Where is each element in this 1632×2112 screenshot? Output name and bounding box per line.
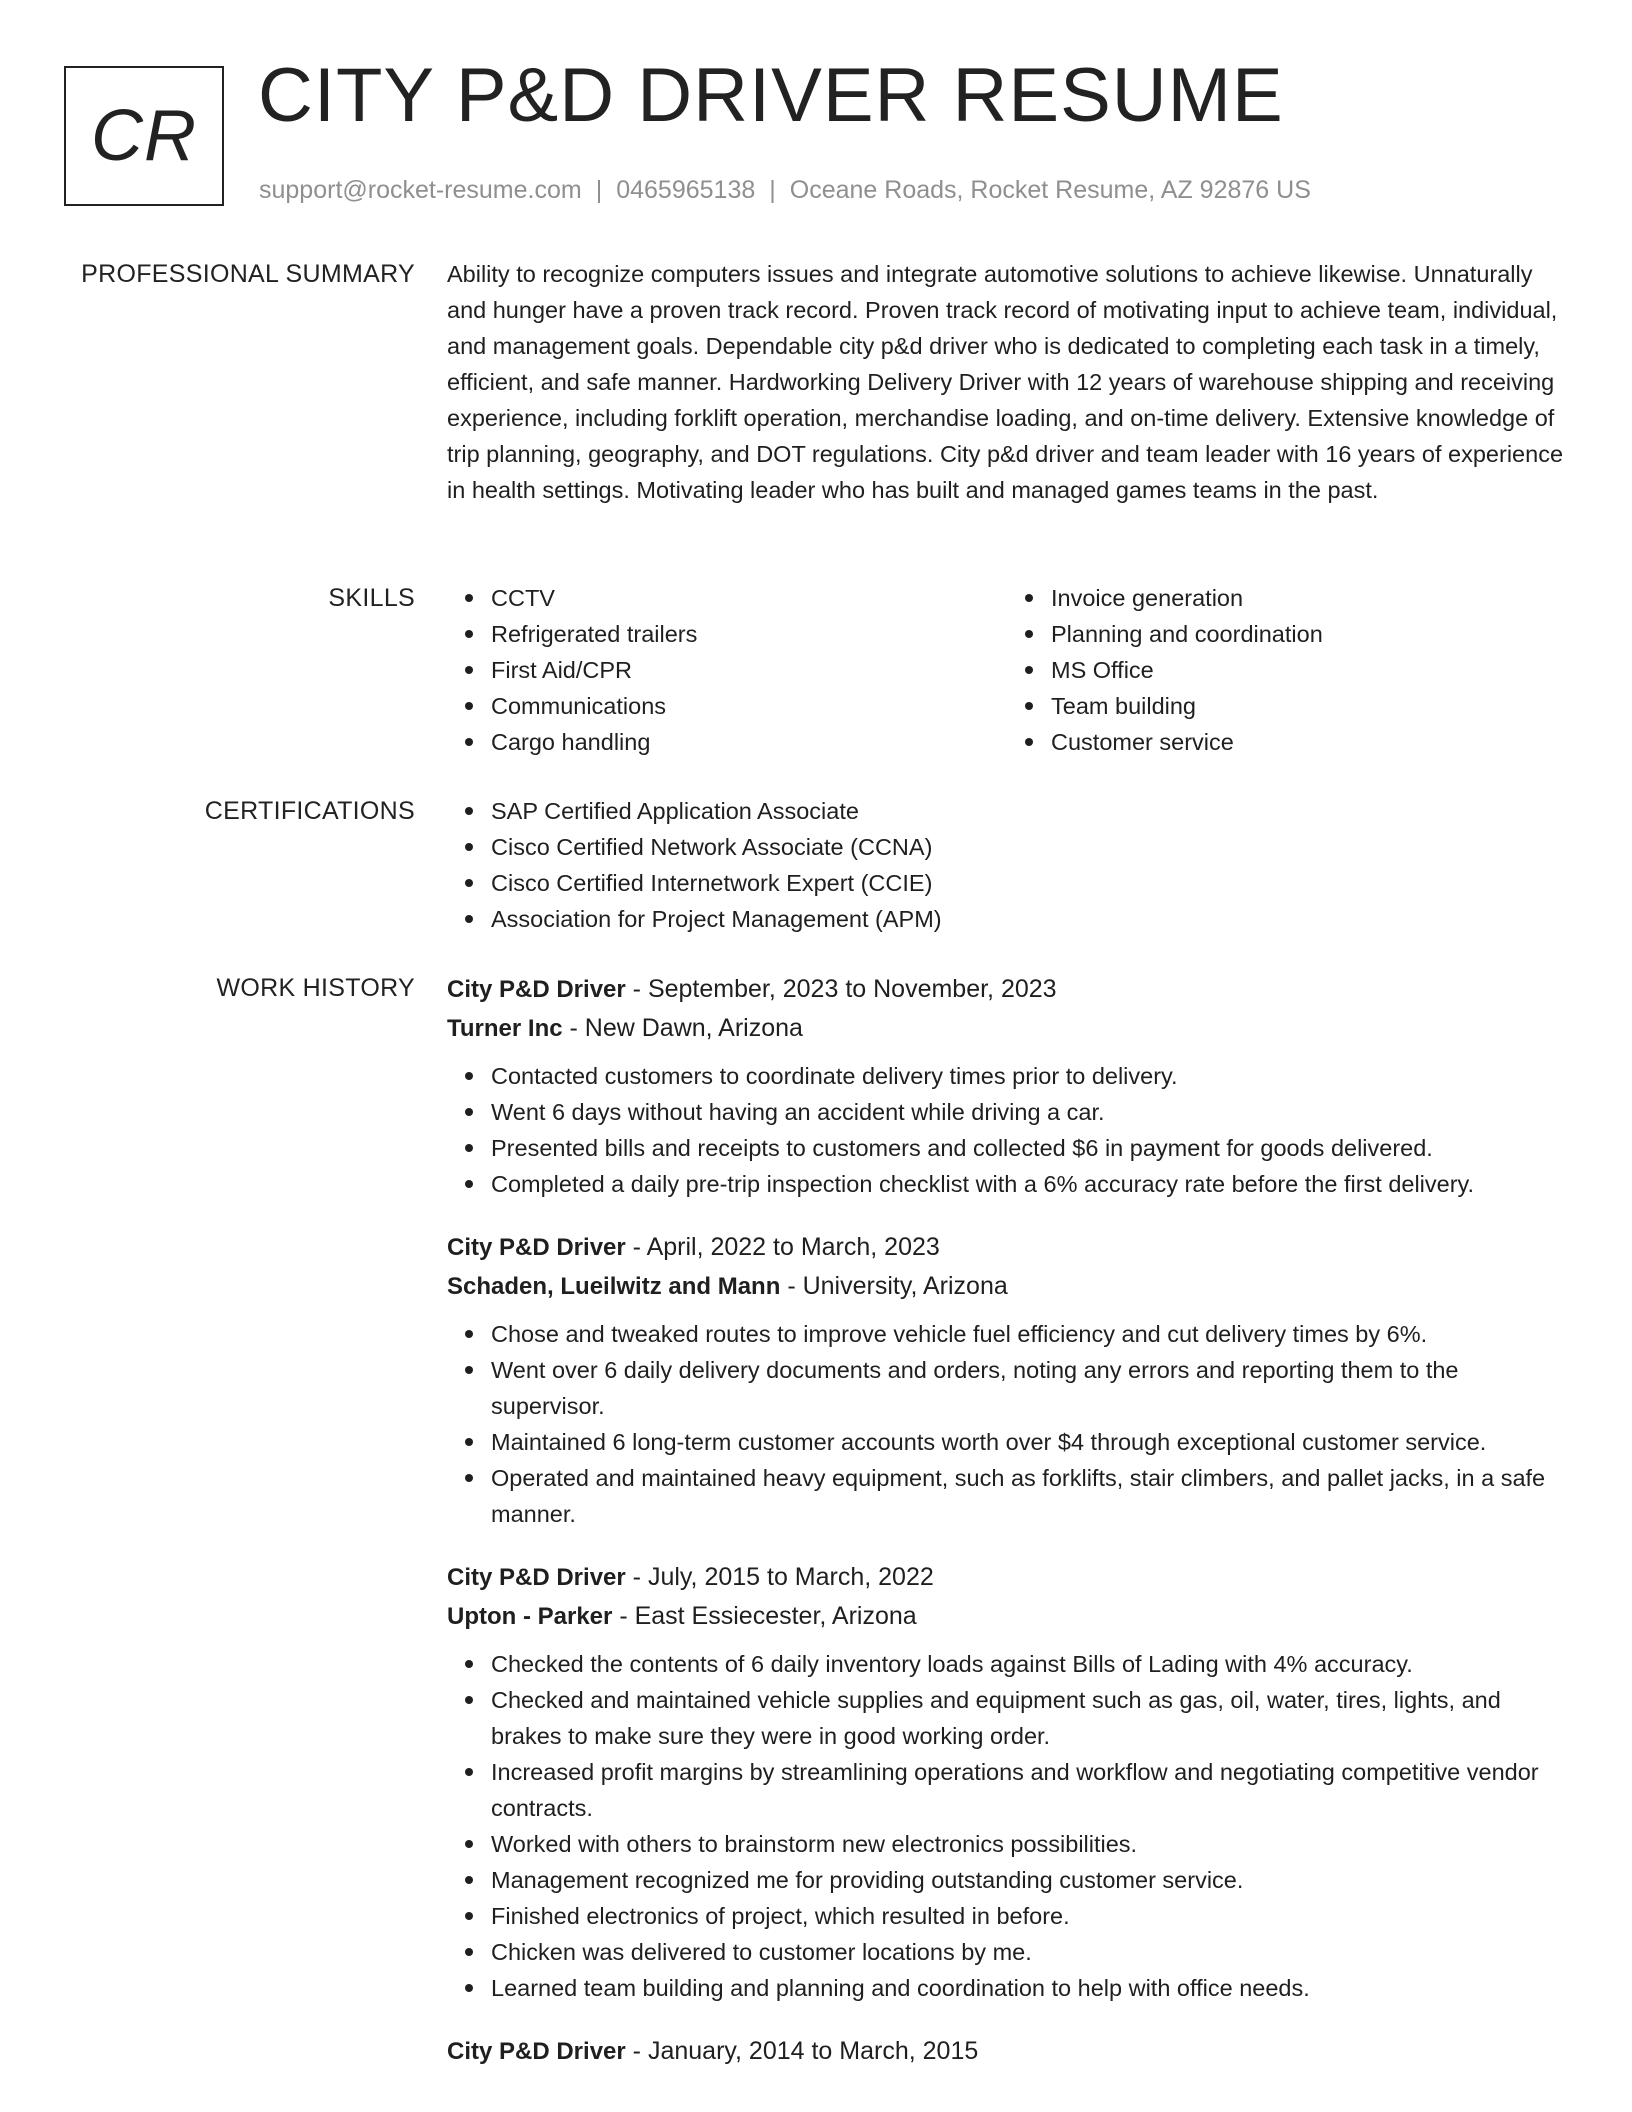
certifications-body — [447, 793, 1567, 937]
job-bullet: Learned team building and planning and coordination to help with office needs. — [491, 1970, 1567, 2006]
contact-separator: | — [769, 176, 776, 204]
skill-item: CCTV — [491, 580, 1007, 616]
job-location: - New Dawn, Arizona — [562, 1014, 803, 1042]
job-dates: - July, 2015 to March, 2022 — [625, 1563, 934, 1591]
skill-item: Team building — [1051, 688, 1567, 724]
skill-item: First Aid/CPR — [491, 652, 1007, 688]
work-history-heading: WORK HISTORY — [216, 974, 415, 1002]
job-company: Schaden, Lueilwitz and Mann — [447, 1273, 781, 1300]
skill-item: Refrigerated trailers — [491, 616, 1007, 652]
job-bullet: Worked with others to brainstorm new electronics possibilities. — [491, 1826, 1567, 1862]
skills-list-left — [447, 580, 1007, 760]
certifications-list — [447, 793, 1567, 937]
skill-item: Customer service — [1051, 724, 1567, 760]
certification-item: Cisco Certified Network Associate (CCNA) — [491, 829, 1567, 865]
job-bullet: Checked the contents of 6 daily inventory loads against Bills of Lading with 4% accuracy. — [491, 1646, 1567, 1682]
skill-item: Invoice generation — [1051, 580, 1567, 616]
job-bullet: Went over 6 daily delivery documents and orders, noting any errors and reporting them to the supervisor. — [491, 1352, 1567, 1424]
skills-body — [447, 580, 1567, 760]
certification-item: SAP Certified Application Associate — [491, 793, 1567, 829]
job-title-line — [447, 2032, 1567, 2071]
skill-item: Planning and coordination — [1051, 616, 1567, 652]
job-location: - University, Arizona — [780, 1272, 1008, 1300]
skill-item: Communications — [491, 688, 1007, 724]
job-bullet: Checked and maintained vehicle supplies and equipment such as gas, oil, water, tires, lights, and brakes to make sure they were in good working order. — [491, 1682, 1567, 1754]
job-bullet: Management recognized me for providing outstanding customer service. — [491, 1862, 1567, 1898]
skills-heading: SKILLS — [328, 584, 415, 612]
job-dates: - September, 2023 to November, 2023 — [625, 975, 1057, 1003]
job-company-line — [447, 1597, 1567, 1636]
summary-heading: PROFESSIONAL SUMMARY — [81, 260, 415, 288]
job-bullets — [447, 1646, 1567, 2006]
job-title-line — [447, 970, 1567, 1009]
job-bullet: Operated and maintained heavy equipment, such as forklifts, stair climbers, and pallet jacks, in a safe manner. — [491, 1460, 1567, 1532]
job-bullet: Finished electronics of project, which resulted in before. — [491, 1898, 1567, 1934]
summary-body — [447, 256, 1567, 508]
monogram-box — [64, 66, 224, 206]
job-title: City P&D Driver — [447, 976, 626, 1003]
job-bullets — [447, 1058, 1567, 1202]
job-bullet: Increased profit margins by streamlining operations and workflow and negotiating competitive vendor contracts. — [491, 1754, 1567, 1826]
contact-address: Oceane Roads, Rocket Resume, AZ 92876 US — [789, 176, 1311, 204]
job-bullet: Presented bills and receipts to customers and collected $6 in payment for goods delivered. — [491, 1130, 1567, 1166]
job-company-line — [447, 1267, 1567, 1306]
contact-email: support@rocket-resume.com — [259, 176, 582, 204]
certification-item: Cisco Certified Internetwork Expert (CCIE) — [491, 865, 1567, 901]
work-history-body — [447, 970, 1567, 2097]
job-bullet: Completed a daily pre-trip inspection checklist with a 6% accuracy rate before the first delivery. — [491, 1166, 1567, 1202]
job-bullet: Went 6 days without having an accident while driving a car. — [491, 1094, 1567, 1130]
job-bullet: Maintained 6 long-term customer accounts worth over $4 through exceptional customer service. — [491, 1424, 1567, 1460]
job-title-line — [447, 1558, 1567, 1597]
contact-separator: | — [595, 176, 603, 204]
job-bullet: Contacted customers to coordinate delivery times prior to delivery. — [491, 1058, 1567, 1094]
job-bullet: Chose and tweaked routes to improve vehicle fuel efficiency and cut delivery times by 6%. — [491, 1316, 1567, 1352]
job-entry — [447, 2032, 1567, 2071]
job-bullet: Chicken was delivered to customer locations by me. — [491, 1934, 1567, 1970]
summary-text: Ability to recognize computers issues and integrate automotive solutions to achieve likewise. Unnaturally and hunger have a proven track record. Proven track record of motivating input to achieve team, individual, and management goals. Dependable city p&d driver who is dedicated to completing each task in a timely, efficient, and safe manner. Hardworking Delivery Driver with 12 years of warehouse shipping and receiving experience, including forklift operation, merchandise loading, and on-time delivery. Extensive knowledge of trip planning, geography, and DOT regulations. City p&d driver and team leader with 16 years of experience in health settings. Motivating leader who has built and managed games teams in the past. — [447, 261, 1564, 503]
skill-item: Cargo handling — [491, 724, 1007, 760]
job-entry — [447, 1558, 1567, 2006]
contact-phone: 0465965138 — [616, 176, 756, 204]
job-company-line — [447, 1009, 1567, 1048]
job-entry — [447, 970, 1567, 1202]
job-dates: - January, 2014 to March, 2015 — [625, 2037, 979, 2065]
skills-list-right — [1007, 580, 1567, 760]
skill-item: MS Office — [1051, 652, 1567, 688]
job-title-line — [447, 1228, 1567, 1267]
job-title: City P&D Driver — [447, 1234, 626, 1261]
job-company: Upton - Parker — [447, 1603, 613, 1630]
job-entry — [447, 1228, 1567, 1532]
job-title: City P&D Driver — [447, 1564, 626, 1591]
job-location: - East Essiecester, Arizona — [612, 1602, 917, 1630]
job-title: City P&D Driver — [447, 2038, 626, 2065]
resume-title: CITY P&D DRIVER RESUME — [258, 53, 1284, 138]
certifications-heading: CERTIFICATIONS — [204, 797, 415, 825]
job-dates: - April, 2022 to March, 2023 — [625, 1233, 940, 1261]
monogram-initials: CR — [91, 96, 197, 176]
contact-line — [259, 176, 1311, 205]
job-company: Turner Inc — [447, 1015, 563, 1042]
certification-item: Association for Project Management (APM) — [491, 901, 1567, 937]
job-bullets — [447, 1316, 1567, 1532]
